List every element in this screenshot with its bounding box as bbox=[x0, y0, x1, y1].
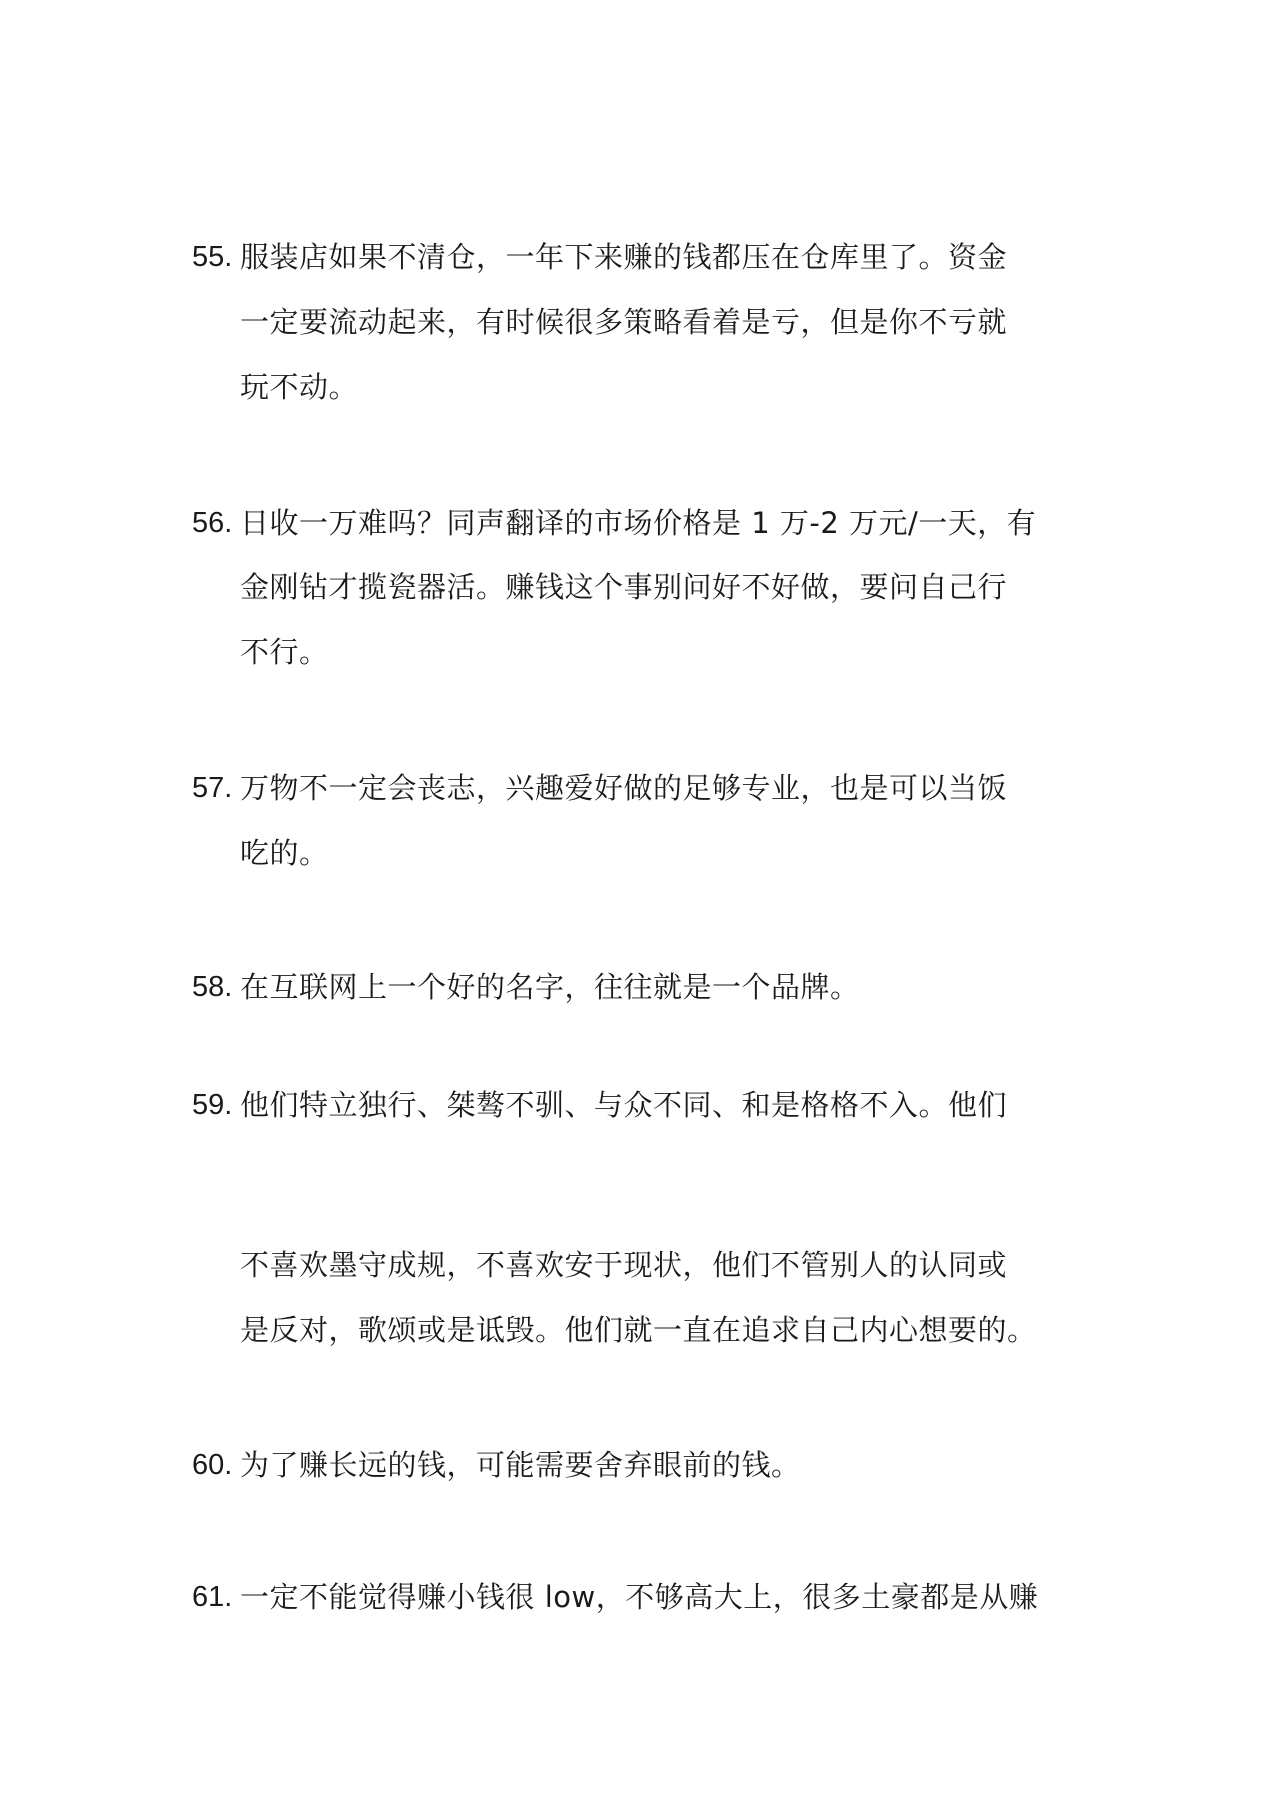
item-text-line: 他们特立独行、桀骜不驯、与众不同、和是格格不入。他们 bbox=[240, 1088, 1008, 1122]
item-text-line: 日收一万难吗？同声翻译的市场价格是 1 万-2 万元/一天，有 bbox=[240, 506, 1037, 540]
item-text-line: 为了赚长远的钱，可能需要舍弃眼前的钱。 bbox=[240, 1448, 801, 1482]
item-number: 55. bbox=[192, 241, 233, 273]
item-number: 60. bbox=[192, 1449, 233, 1481]
item-text-line: 是反对，歌颂或是诋毁。他们就一直在追求自己内心想要的。 bbox=[240, 1313, 1037, 1347]
item-text-line: 不行。 bbox=[240, 635, 329, 669]
item-text-line: 服装店如果不清仓，一年下来赚的钱都压在仓库里了。资金 bbox=[240, 240, 1008, 274]
item-text-line: 一定不能觉得赚小钱很 low，不够高大上，很多土豪都是从赚 bbox=[240, 1580, 1039, 1614]
item-text-line: 吃的。 bbox=[240, 836, 329, 870]
item-text-line: 一定要流动起来，有时候很多策略看着是亏，但是你不亏就 bbox=[240, 305, 1008, 339]
item-text-line: 不喜欢墨守成规，不喜欢安于现状，他们不管别人的认同或 bbox=[240, 1248, 1008, 1282]
item-text-line: 在互联网上一个好的名字，往往就是一个品牌。 bbox=[240, 970, 860, 1004]
item-number: 58. bbox=[192, 971, 233, 1003]
item-number: 57. bbox=[192, 772, 233, 804]
item-number: 56. bbox=[192, 507, 233, 539]
item-number: 59. bbox=[192, 1089, 233, 1121]
item-text-line: 金刚钻才揽瓷器活。赚钱这个事别问好不好做，要问自己行 bbox=[240, 570, 1008, 604]
item-text-line: 玩不动。 bbox=[240, 370, 359, 404]
item-text-line: 万物不一定会丧志，兴趣爱好做的足够专业，也是可以当饭 bbox=[240, 771, 1008, 805]
item-number: 61. bbox=[192, 1581, 233, 1613]
